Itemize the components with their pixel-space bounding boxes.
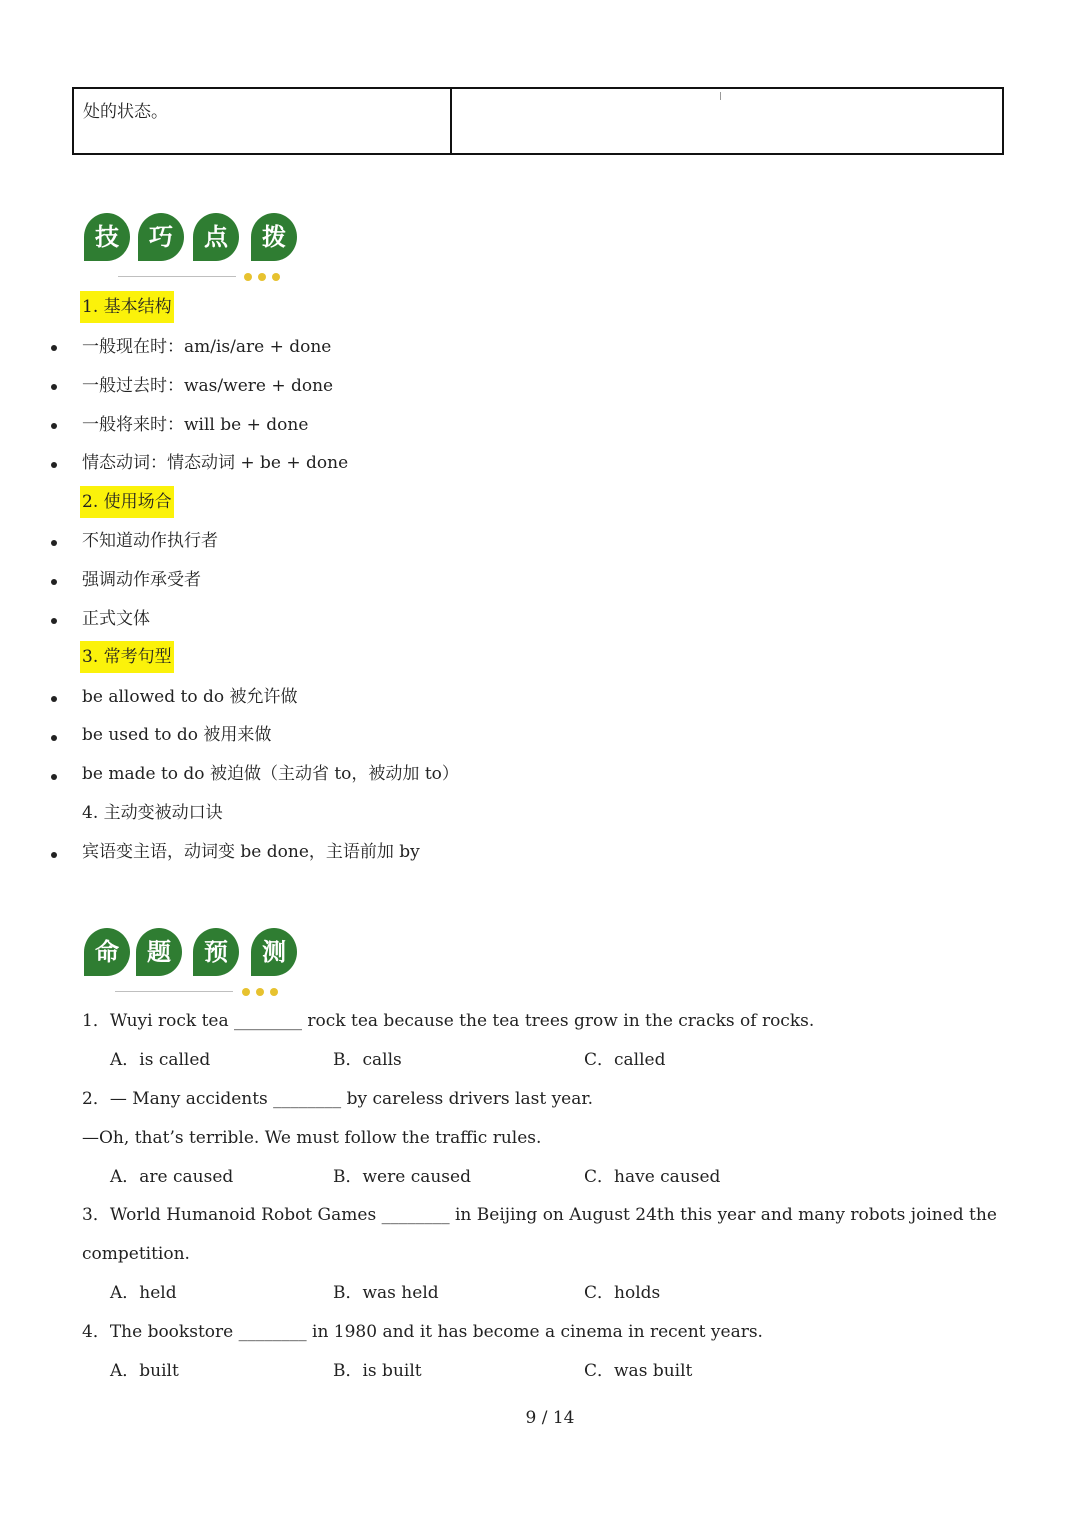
table-fragment [72,87,1004,155]
list-item: 强调动作承受者 [82,570,201,590]
header-badge: 拨 [251,213,297,261]
list-item: 一般现在时：am/is/are + done [82,337,332,357]
header-dot [256,988,264,996]
option-b: B．is built [333,1361,422,1381]
question-stem: 1．Wuyi rock tea ________ rock tea because the tea trees grow in the cracks of rocks. [82,1011,815,1031]
list-item: 情态动词：情态动词 + be + done [82,453,349,473]
section-header-tips [84,213,314,263]
header-badge: 点 [193,213,239,261]
option-a: A．is called [110,1050,211,1070]
header-badge: 预 [193,928,239,976]
list-item: be made to do 被迫做（主动省 to，被动加 to） [82,764,459,784]
heading-patterns: 3. 常考句型 [80,646,174,668]
option-b: B．was held [333,1283,439,1303]
table-cell-right-mark [720,92,721,100]
header-badge: 题 [136,928,182,976]
header-dot [258,273,266,281]
header-underline [118,276,236,277]
heading-usage: 2. 使用场合 [80,491,174,513]
heading-basic-structure: 1. 基本结构 [80,296,174,318]
bullet [51,735,57,741]
question-stem-continued: —Oh, that’s terrible. We must follow the traffic rules. [82,1128,542,1148]
question-stem: 3．World Humanoid Robot Games ________ in Beijing on August 24th this year and many robots joined the [82,1205,997,1225]
option-c: C．was built [584,1361,693,1381]
list-item: 宾语变主语，动词变 be done，主语前加 by [82,842,420,862]
header-underline [115,991,233,992]
bullet [51,423,57,429]
list-item: be used to do 被用来做 [82,725,272,745]
list-item: 不知道动作执行者 [82,531,218,551]
header-dot [272,273,280,281]
question-stem-continued: competition. [82,1244,190,1264]
header-dot [270,988,278,996]
option-b: B．were caused [333,1167,471,1187]
option-a: A．held [110,1283,177,1303]
option-c: C．called [584,1050,666,1070]
option-a: A．built [110,1361,179,1381]
bullet [51,774,57,780]
question-stem: 2．— Many accidents ________ by careless drivers last year. [82,1089,594,1109]
list-item: be allowed to do 被允许做 [82,687,298,707]
table-cell-left: 处的状态。 [83,102,168,122]
header-dot [244,273,252,281]
question-stem: 4．The bookstore ________ in 1980 and it has become a cinema in recent years. [82,1322,763,1342]
header-badge: 命 [84,928,130,976]
bullet [51,540,57,546]
header-badge: 技 [84,213,130,261]
bullet [51,345,57,351]
bullet [51,462,57,468]
option-a: A．are caused [110,1167,234,1187]
header-badge: 巧 [138,213,184,261]
option-c: C．holds [584,1283,661,1303]
bullet [51,852,57,858]
header-badge: 测 [251,928,297,976]
bullet [51,696,57,702]
list-item: 一般将来时：will be + done [82,415,309,435]
bullet [51,384,57,390]
list-item: 一般过去时：was/were + done [82,376,334,396]
option-c: C．have caused [584,1167,721,1187]
option-b: B．calls [333,1050,402,1070]
bullet [51,618,57,624]
table-divider [450,89,452,153]
section-header-predictions [84,928,314,978]
bullet [51,579,57,585]
list-item: 正式文体 [82,609,150,629]
page-number: 9 / 14 [525,1408,575,1428]
heading-mnemonic: 4. 主动变被动口诀 [82,803,223,823]
header-dot [242,988,250,996]
